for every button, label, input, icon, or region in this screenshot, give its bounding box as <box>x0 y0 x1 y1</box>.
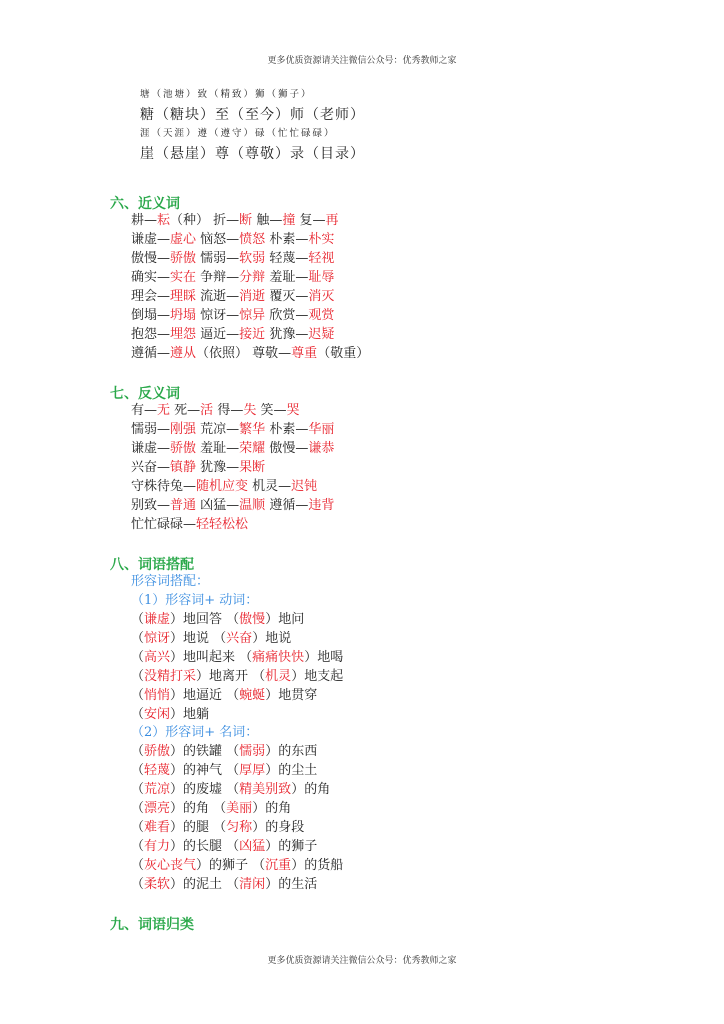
prompt-text: ）的泥土 （ <box>170 877 240 892</box>
synonym-line <box>131 345 369 362</box>
page-header: 更多优质资源请关注微信公众号：优秀教师之家 <box>267 56 457 66</box>
prompt-text: （ <box>131 744 145 759</box>
prompt-text: 兴奋— <box>131 460 171 475</box>
char-row-2: 糖（糖块）至（至今）师（老师） <box>140 107 365 123</box>
prompt-text: 逼近— <box>196 327 240 342</box>
answer-word: 实在 <box>170 270 197 285</box>
answer-word: 荣耀 <box>239 441 266 456</box>
synonym-line <box>131 212 339 229</box>
prompt-text: 惊讶— <box>196 308 240 323</box>
adj-noun-line <box>131 876 317 893</box>
prompt-text: 懦弱— <box>196 251 240 266</box>
answer-word: 分辩 <box>239 270 266 285</box>
answer-word: 骄傲 <box>170 251 197 266</box>
prompt-text: （ <box>131 858 145 873</box>
prompt-text: 凶猛— <box>196 498 240 513</box>
answer-word: 厚厚 <box>239 763 266 778</box>
prompt-text: ）的废墟 （ <box>170 782 240 797</box>
prompt-text: 触— <box>252 213 283 228</box>
answer-word: 违背 <box>308 498 335 513</box>
prompt-text: （ <box>131 688 145 703</box>
prompt-text: ）的身段 <box>252 820 305 835</box>
antonym-line <box>131 402 300 419</box>
adj-verb-line <box>131 611 304 628</box>
antonym-line <box>131 421 334 438</box>
antonym-line <box>131 440 334 457</box>
prompt-text: 羞耻— <box>196 441 240 456</box>
prompt-text: 轻蔑— <box>265 251 309 266</box>
answer-word: 耘 <box>157 213 171 228</box>
prompt-text: 犹豫— <box>265 327 309 342</box>
answer-word: 尊重 <box>291 346 318 361</box>
prompt-text: 守株待兔— <box>131 479 197 494</box>
prompt-text: ）地支起 <box>291 669 344 684</box>
answer-word: 骄傲 <box>144 744 171 759</box>
answer-word: 轻轻松松 <box>196 517 249 532</box>
prompt-text: ）的角 （ <box>170 801 227 816</box>
prompt-text: （ <box>131 763 145 778</box>
prompt-text: （ <box>131 839 145 854</box>
prompt-text: （种） 折— <box>170 213 240 228</box>
prompt-text: ）地说 <box>252 631 292 646</box>
prompt-text: 恼怒— <box>196 232 240 247</box>
adj-noun-line <box>131 838 317 855</box>
answer-word: 坍塌 <box>170 308 197 323</box>
prompt-text: ）的角 <box>252 801 292 816</box>
prompt-text: （ <box>131 631 145 646</box>
prompt-text: 欣赏— <box>265 308 309 323</box>
prompt-text: （敬重） <box>317 346 370 361</box>
prompt-text: 笑— <box>256 403 287 418</box>
answer-word: 遵从 <box>170 346 197 361</box>
prompt-text: ）的东西 <box>265 744 318 759</box>
answer-word: 刚强 <box>170 422 197 437</box>
prompt-text: （ <box>131 801 145 816</box>
prompt-text: （ <box>131 782 145 797</box>
answer-word: 迟钝 <box>291 479 318 494</box>
answer-word: 漂亮 <box>144 801 171 816</box>
answer-word: 随机应变 <box>196 479 249 494</box>
answer-word: 理睬 <box>170 289 197 304</box>
answer-word: 撞 <box>282 213 296 228</box>
prompt-text: 羞耻— <box>265 270 309 285</box>
antonym-line <box>131 516 248 533</box>
answer-word: 果断 <box>239 460 266 475</box>
prompt-text: 流逝— <box>196 289 240 304</box>
adj-verb-line <box>131 687 317 704</box>
prompt-text: 得— <box>213 403 244 418</box>
answer-word: 没精打采 <box>144 669 197 684</box>
antonym-line <box>131 497 334 514</box>
answer-word: 有力 <box>144 839 171 854</box>
prompt-text: ）的尘土 <box>265 763 318 778</box>
answer-word: 繁华 <box>239 422 266 437</box>
adj-noun-line <box>131 800 291 817</box>
synonym-line <box>131 250 334 267</box>
answer-word: 悄悄 <box>144 688 171 703</box>
prompt-text: 朴素— <box>265 232 309 247</box>
prompt-text: 复— <box>295 213 326 228</box>
answer-word: 兴奋 <box>226 631 253 646</box>
prompt-text: 谦虚— <box>131 232 171 247</box>
section-title-classification: 九、词语归类 <box>110 917 194 933</box>
antonym-line <box>131 459 265 476</box>
prompt-text: 机灵— <box>248 479 292 494</box>
answer-word: 精美别致 <box>239 782 292 797</box>
adj-noun-line <box>131 781 330 798</box>
answer-word: 痛痛快快 <box>252 650 305 665</box>
prompt-text: ）地躺 <box>170 707 210 722</box>
collocation-subtitle: 形容词搭配： <box>131 574 210 589</box>
prompt-text: 傲慢— <box>131 251 171 266</box>
char-row-1: 塘（池塘）致（精致）狮（狮子） <box>140 89 313 100</box>
prompt-text: （ <box>131 669 145 684</box>
answer-word: 难看 <box>144 820 171 835</box>
answer-word: 惊异 <box>239 308 266 323</box>
answer-word: 再 <box>325 213 339 228</box>
adj-noun-line <box>131 762 317 779</box>
prompt-text: ）地逼近 （ <box>170 688 240 703</box>
prompt-text: 确实— <box>131 270 171 285</box>
prompt-text: ）的腿 （ <box>170 820 227 835</box>
answer-word: 软弱 <box>239 251 266 266</box>
prompt-text: ）的角 <box>291 782 331 797</box>
prompt-text: 抱怨— <box>131 327 171 342</box>
prompt-text: 遵循— <box>265 498 309 513</box>
answer-word: 骄傲 <box>170 441 197 456</box>
answer-word: 断 <box>239 213 253 228</box>
char-row-4: 崖（悬崖）尊（尊敬）录（目录） <box>140 146 365 162</box>
synonym-line <box>131 269 334 286</box>
answer-word: 失 <box>243 403 257 418</box>
adj-noun-line <box>131 743 317 760</box>
answer-word: 朴实 <box>308 232 335 247</box>
section-title-antonyms: 七、反义词 <box>110 386 180 402</box>
adj-verb-line <box>131 630 291 647</box>
prompt-text: 朴素— <box>265 422 309 437</box>
collocation-adj-noun-heading: （2）形容词+ 名词： <box>131 725 259 740</box>
prompt-text: ）地离开 （ <box>196 669 266 684</box>
adj-noun-line <box>131 819 304 836</box>
answer-word: 消灭 <box>308 289 335 304</box>
answer-word: 灰心丧气 <box>144 858 197 873</box>
answer-word: 惊讶 <box>144 631 171 646</box>
char-row-3: 涯（天涯）遵（遵守）碌（忙忙碌碌） <box>140 128 336 139</box>
section-title-collocation: 八、词语搭配 <box>110 557 194 573</box>
answer-word: 普通 <box>170 498 197 513</box>
prompt-text: 懦弱— <box>131 422 171 437</box>
answer-word: 谦虚 <box>144 612 171 627</box>
answer-word: 柔软 <box>144 877 171 892</box>
answer-word: 活 <box>200 403 214 418</box>
answer-word: 匀称 <box>226 820 253 835</box>
prompt-text: 倒塌— <box>131 308 171 323</box>
answer-word: 镇静 <box>170 460 197 475</box>
synonym-line <box>131 307 334 324</box>
answer-word: 清闲 <box>239 877 266 892</box>
answer-word: 温顺 <box>239 498 266 513</box>
prompt-text: 荒凉— <box>196 422 240 437</box>
answer-word: 无 <box>157 403 171 418</box>
antonym-line <box>131 478 317 495</box>
prompt-text: （ <box>131 612 145 627</box>
answer-word: 安闲 <box>144 707 171 722</box>
answer-word: 谦恭 <box>308 441 335 456</box>
answer-word: 沉重 <box>265 858 292 873</box>
answer-word: 耻辱 <box>308 270 335 285</box>
prompt-text: 别致— <box>131 498 171 513</box>
prompt-text: ）地回答 （ <box>170 612 240 627</box>
answer-word: 机灵 <box>265 669 292 684</box>
adj-verb-line <box>131 668 343 685</box>
prompt-text: ）地问 <box>265 612 305 627</box>
prompt-text: ）的生活 <box>265 877 318 892</box>
prompt-text: ）的神气 （ <box>170 763 240 778</box>
adj-verb-line <box>131 706 209 723</box>
prompt-text: （ <box>131 877 145 892</box>
answer-word: 荒凉 <box>144 782 171 797</box>
synonym-line <box>131 326 334 343</box>
prompt-text: （ <box>131 820 145 835</box>
collocation-adj-verb-heading: （1）形容词+ 动词： <box>131 593 259 608</box>
adj-verb-line <box>131 649 343 666</box>
answer-word: 凶猛 <box>239 839 266 854</box>
prompt-text: ）的铁罐 （ <box>170 744 240 759</box>
answer-word: 轻视 <box>308 251 335 266</box>
answer-word: 高兴 <box>144 650 171 665</box>
answer-word: 华丽 <box>308 422 335 437</box>
answer-word: 消逝 <box>239 289 266 304</box>
prompt-text: 争辩— <box>196 270 240 285</box>
section-title-synonyms: 六、近义词 <box>110 196 180 212</box>
answer-word: 懦弱 <box>239 744 266 759</box>
prompt-text: 耕— <box>131 213 158 228</box>
answer-word: 迟疑 <box>308 327 335 342</box>
answer-word: 轻蔑 <box>144 763 171 778</box>
answer-word: 蜿蜒 <box>239 688 266 703</box>
prompt-text: ）的长腿 （ <box>170 839 240 854</box>
answer-word: 美丽 <box>226 801 253 816</box>
prompt-text: ）地贯穿 <box>265 688 318 703</box>
prompt-text: 谦虚— <box>131 441 171 456</box>
prompt-text: ）地说 （ <box>170 631 227 646</box>
prompt-text: 理会— <box>131 289 171 304</box>
answer-word: 虚心 <box>170 232 197 247</box>
answer-word: 愤怒 <box>239 232 266 247</box>
prompt-text: 有— <box>131 403 158 418</box>
prompt-text: 忙忙碌碌— <box>131 517 197 532</box>
prompt-text: 遵循— <box>131 346 171 361</box>
answer-word: 观赏 <box>308 308 335 323</box>
answer-word: 哭 <box>286 403 300 418</box>
prompt-text: ）的货船 <box>291 858 344 873</box>
prompt-text: ）地叫起来 （ <box>170 650 253 665</box>
prompt-text: 死— <box>170 403 201 418</box>
answer-word: 埋怨 <box>170 327 197 342</box>
synonym-line <box>131 231 334 248</box>
prompt-text: 傲慢— <box>265 441 309 456</box>
prompt-text: （ <box>131 650 145 665</box>
prompt-text: 覆灭— <box>265 289 309 304</box>
prompt-text: （依照） 尊敬— <box>196 346 292 361</box>
prompt-text: ）地喝 <box>304 650 344 665</box>
prompt-text: （ <box>131 707 145 722</box>
prompt-text: ）的狮子 <box>265 839 318 854</box>
page-footer: 更多优质资源请关注微信公众号：优秀教师之家 <box>267 956 457 966</box>
adj-noun-line <box>131 857 343 874</box>
answer-word: 接近 <box>239 327 266 342</box>
synonym-line <box>131 288 334 305</box>
answer-word: 傲慢 <box>239 612 266 627</box>
prompt-text: ）的狮子 （ <box>196 858 266 873</box>
prompt-text: 犹豫— <box>196 460 240 475</box>
